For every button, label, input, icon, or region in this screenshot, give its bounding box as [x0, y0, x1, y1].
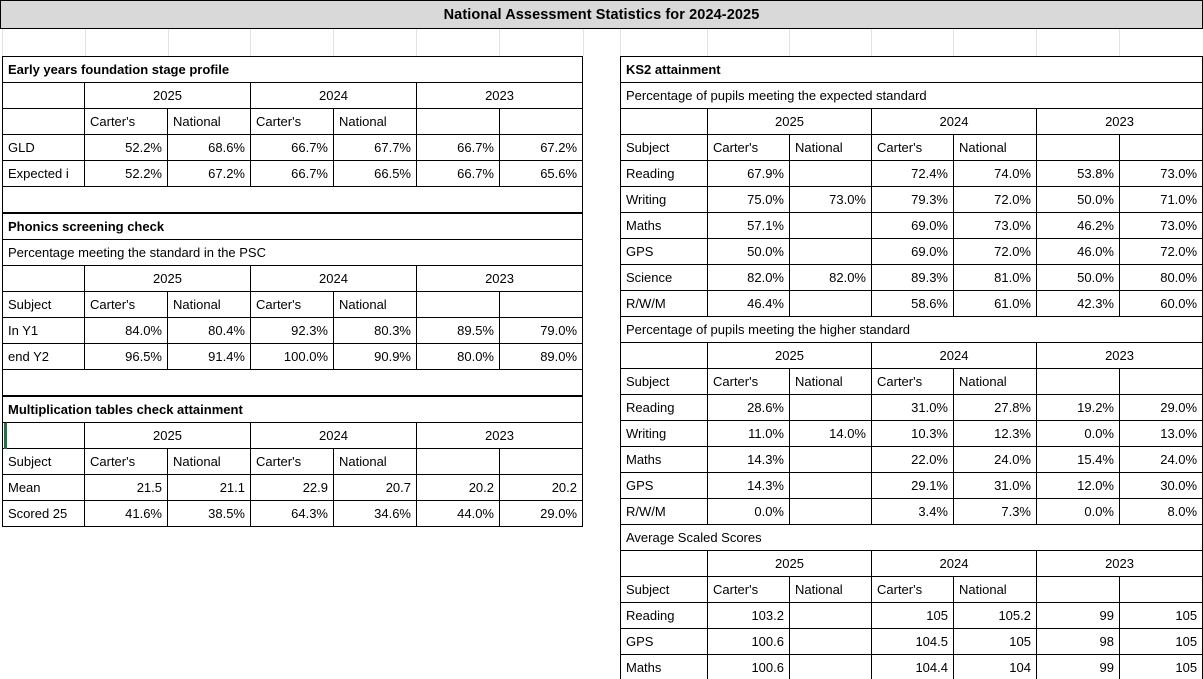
data-cell: 73.0%	[1120, 161, 1203, 187]
row-label: Science	[621, 265, 708, 291]
data-cell: 105	[954, 629, 1037, 655]
data-cell: 80.0%	[417, 344, 500, 370]
data-cell: 103.2	[708, 603, 790, 629]
table-row	[3, 475, 583, 501]
data-cell: 50.0%	[1037, 187, 1120, 213]
data-cell: 66.7%	[251, 135, 334, 161]
year-header-2025: 2025	[85, 423, 251, 449]
data-cell: 80.0%	[1120, 265, 1203, 291]
data-cell: 104	[954, 655, 1037, 679]
col-header-carters: Carter's	[872, 135, 954, 161]
year-header-2024: 2024	[251, 83, 417, 109]
data-cell: 10.3%	[872, 421, 954, 447]
col-header-carters: Carter's	[85, 292, 168, 318]
data-cell: 52.2%	[85, 161, 168, 187]
data-cell	[790, 213, 872, 239]
data-cell: 3.4%	[872, 499, 954, 525]
table-row	[3, 292, 583, 318]
data-cell: 29.0%	[500, 501, 583, 527]
data-cell: 92.3%	[251, 318, 334, 344]
year-header-2023: 2023	[417, 423, 583, 449]
data-cell: 66.7%	[251, 161, 334, 187]
empty-cell	[500, 449, 583, 475]
data-cell: 104.4	[872, 655, 954, 679]
year-header-2024: 2024	[872, 109, 1037, 135]
empty-cell	[1037, 369, 1120, 395]
col-header-national: National	[334, 292, 417, 318]
table-row	[3, 109, 583, 135]
table-row	[621, 525, 1203, 551]
col-header-carters: Carter's	[708, 577, 790, 603]
data-cell: 57.1%	[708, 213, 790, 239]
row-label: In Y1	[3, 318, 85, 344]
spacer-cell	[3, 187, 583, 213]
row-label: Reading	[621, 395, 708, 421]
data-cell: 67.2%	[168, 161, 251, 187]
data-cell: 104.5	[872, 629, 954, 655]
left-column	[2, 56, 582, 527]
table-ks2	[620, 56, 1203, 679]
empty-cell	[1037, 577, 1120, 603]
table-row	[621, 421, 1203, 447]
data-cell: 21.5	[85, 475, 168, 501]
table-row	[621, 551, 1203, 577]
data-cell: 79.3%	[872, 187, 954, 213]
col-header-carters: Carter's	[708, 135, 790, 161]
col-header-national: National	[334, 109, 417, 135]
col-header-carters: Carter's	[708, 369, 790, 395]
eyfs-heading: Early years foundation stage profile	[3, 57, 583, 83]
data-cell	[790, 473, 872, 499]
row-label: Reading	[621, 603, 708, 629]
document-title-bar	[0, 0, 1203, 29]
ks2-heading: KS2 attainment	[621, 57, 1203, 83]
data-cell: 71.0%	[1120, 187, 1203, 213]
data-cell: 0.0%	[708, 499, 790, 525]
empty-cell	[417, 109, 500, 135]
row-label: GPS	[621, 629, 708, 655]
empty-cell	[1037, 135, 1120, 161]
data-cell	[790, 447, 872, 473]
ks2-scaled-subheading: Average Scaled Scores	[621, 525, 1203, 551]
data-cell: 105	[1120, 629, 1203, 655]
data-cell: 14.3%	[708, 447, 790, 473]
data-cell: 31.0%	[954, 473, 1037, 499]
table-row	[3, 318, 583, 344]
spacer-row	[3, 370, 583, 396]
year-header-2023: 2023	[1037, 551, 1203, 577]
data-cell: 19.2%	[1037, 395, 1120, 421]
data-cell: 67.2%	[500, 135, 583, 161]
data-cell: 72.0%	[954, 187, 1037, 213]
table-row	[3, 266, 583, 292]
row-label: Maths	[621, 655, 708, 679]
empty-cell	[500, 109, 583, 135]
page-title: National Assessment Statistics for 2024-2025	[443, 6, 760, 23]
data-cell: 41.6%	[85, 501, 168, 527]
phonics-subheading: Percentage meeting the standard in the PSC	[3, 240, 583, 266]
row-label: R/W/M	[621, 291, 708, 317]
data-cell: 64.3%	[251, 501, 334, 527]
col-header-national: National	[790, 577, 872, 603]
data-cell: 50.0%	[1037, 265, 1120, 291]
data-cell: 96.5%	[85, 344, 168, 370]
table-row	[3, 449, 583, 475]
table-row	[621, 187, 1203, 213]
table-row	[621, 369, 1203, 395]
data-cell: 30.0%	[1120, 473, 1203, 499]
ks2-expected-subheading: Percentage of pupils meeting the expected standard	[621, 83, 1203, 109]
data-cell: 29.1%	[872, 473, 954, 499]
data-cell: 13.0%	[1120, 421, 1203, 447]
col-header-carters: Carter's	[85, 449, 168, 475]
empty-cell	[417, 449, 500, 475]
data-cell: 0.0%	[1037, 499, 1120, 525]
data-cell: 90.9%	[334, 344, 417, 370]
table-phonics	[2, 213, 583, 396]
empty-cell	[3, 266, 85, 292]
empty-cell	[3, 423, 85, 449]
empty-cell	[3, 83, 85, 109]
empty-cell	[1120, 369, 1203, 395]
table-row	[621, 629, 1203, 655]
data-cell: 46.0%	[1037, 239, 1120, 265]
data-cell: 20.2	[500, 475, 583, 501]
row-label: Maths	[621, 447, 708, 473]
row-label: R/W/M	[621, 499, 708, 525]
data-cell: 69.0%	[872, 213, 954, 239]
right-column	[620, 56, 1202, 679]
mtc-heading: Multiplication tables check attainment	[3, 397, 583, 423]
table-row	[621, 343, 1203, 369]
data-cell: 72.4%	[872, 161, 954, 187]
data-cell: 21.1	[168, 475, 251, 501]
data-cell	[790, 499, 872, 525]
col-header-carters: Carter's	[251, 449, 334, 475]
empty-cell	[3, 109, 85, 135]
data-cell: 82.0%	[790, 265, 872, 291]
table-row	[3, 161, 583, 187]
table-row	[621, 473, 1203, 499]
table-row	[621, 83, 1203, 109]
col-header-subject: Subject	[621, 577, 708, 603]
data-cell: 100.6	[708, 655, 790, 679]
row-label: GPS	[621, 473, 708, 499]
row-label: GPS	[621, 239, 708, 265]
empty-cell	[621, 343, 708, 369]
data-cell: 12.3%	[954, 421, 1037, 447]
data-cell: 73.0%	[1120, 213, 1203, 239]
year-header-2025: 2025	[85, 266, 251, 292]
year-header-2025: 2025	[708, 551, 872, 577]
data-cell: 81.0%	[954, 265, 1037, 291]
data-cell: 68.6%	[168, 135, 251, 161]
table-row	[621, 135, 1203, 161]
table-row	[621, 57, 1203, 83]
col-header-national: National	[790, 369, 872, 395]
table-row	[621, 603, 1203, 629]
data-cell: 89.5%	[417, 318, 500, 344]
data-cell: 75.0%	[708, 187, 790, 213]
col-header-national: National	[334, 449, 417, 475]
data-cell: 28.6%	[708, 395, 790, 421]
table-row	[621, 317, 1203, 343]
data-cell: 27.8%	[954, 395, 1037, 421]
spacer-row	[3, 187, 583, 213]
data-cell: 24.0%	[1120, 447, 1203, 473]
data-cell: 14.0%	[790, 421, 872, 447]
data-cell: 105	[1120, 655, 1203, 679]
row-label: Writing	[621, 187, 708, 213]
year-header-2023: 2023	[417, 83, 583, 109]
data-cell: 72.0%	[1120, 239, 1203, 265]
column-divider	[584, 29, 585, 679]
data-cell: 7.3%	[954, 499, 1037, 525]
data-cell	[790, 395, 872, 421]
table-row	[621, 161, 1203, 187]
data-cell: 42.3%	[1037, 291, 1120, 317]
data-cell	[790, 629, 872, 655]
data-cell: 73.0%	[790, 187, 872, 213]
year-header-2023: 2023	[417, 266, 583, 292]
col-header-carters: Carter's	[251, 109, 334, 135]
col-header-carters: Carter's	[85, 109, 168, 135]
data-cell: 99	[1037, 655, 1120, 679]
table-row	[621, 447, 1203, 473]
data-cell: 15.4%	[1037, 447, 1120, 473]
phonics-heading: Phonics screening check	[3, 214, 583, 240]
table-row	[3, 135, 583, 161]
col-header-national: National	[168, 109, 251, 135]
data-cell	[790, 239, 872, 265]
data-cell: 60.0%	[1120, 291, 1203, 317]
data-cell	[790, 603, 872, 629]
empty-cell	[500, 292, 583, 318]
col-header-national: National	[954, 135, 1037, 161]
data-cell: 14.3%	[708, 473, 790, 499]
data-cell: 80.4%	[168, 318, 251, 344]
col-header-national: National	[954, 577, 1037, 603]
data-cell: 69.0%	[872, 239, 954, 265]
table-row	[621, 291, 1203, 317]
year-header-2024: 2024	[251, 266, 417, 292]
empty-cell	[1120, 577, 1203, 603]
data-cell: 50.0%	[708, 239, 790, 265]
table-row	[621, 577, 1203, 603]
table-eyfs	[2, 56, 583, 213]
col-header-subject: Subject	[3, 292, 85, 318]
data-cell: 79.0%	[500, 318, 583, 344]
col-header-national: National	[790, 135, 872, 161]
data-cell: 22.0%	[872, 447, 954, 473]
data-cell: 100.0%	[251, 344, 334, 370]
data-cell: 66.7%	[417, 161, 500, 187]
ks2-higher-subheading: Percentage of pupils meeting the higher standard	[621, 317, 1203, 343]
table-row	[621, 395, 1203, 421]
data-cell: 22.9	[251, 475, 334, 501]
col-header-carters: Carter's	[251, 292, 334, 318]
year-header-2023: 2023	[1037, 109, 1203, 135]
empty-cell	[417, 292, 500, 318]
data-cell: 38.5%	[168, 501, 251, 527]
table-row	[621, 213, 1203, 239]
year-header-2025: 2025	[708, 343, 872, 369]
data-cell: 105	[872, 603, 954, 629]
data-cell: 0.0%	[1037, 421, 1120, 447]
table-row	[3, 57, 583, 83]
col-header-subject: Subject	[3, 449, 85, 475]
data-cell: 8.0%	[1120, 499, 1203, 525]
data-cell: 84.0%	[85, 318, 168, 344]
row-label: Reading	[621, 161, 708, 187]
col-header-carters: Carter's	[872, 577, 954, 603]
data-cell: 105.2	[954, 603, 1037, 629]
table-row	[3, 397, 583, 423]
data-cell: 24.0%	[954, 447, 1037, 473]
row-label: Expected i	[3, 161, 85, 187]
cell-selection-marker	[4, 423, 7, 449]
data-cell: 46.2%	[1037, 213, 1120, 239]
year-header-2024: 2024	[872, 551, 1037, 577]
data-cell: 105	[1120, 603, 1203, 629]
data-cell	[790, 655, 872, 679]
spacer-cell	[3, 370, 583, 396]
data-cell: 44.0%	[417, 501, 500, 527]
data-cell: 66.7%	[417, 135, 500, 161]
data-cell: 66.5%	[334, 161, 417, 187]
table-row	[3, 344, 583, 370]
table-row	[3, 501, 583, 527]
data-cell: 82.0%	[708, 265, 790, 291]
table-row	[3, 240, 583, 266]
data-cell: 91.4%	[168, 344, 251, 370]
data-cell: 67.7%	[334, 135, 417, 161]
col-header-national: National	[168, 292, 251, 318]
data-cell: 58.6%	[872, 291, 954, 317]
data-cell	[790, 291, 872, 317]
year-header-2025: 2025	[708, 109, 872, 135]
data-cell: 31.0%	[872, 395, 954, 421]
year-header-2024: 2024	[872, 343, 1037, 369]
table-mtc	[2, 396, 583, 527]
empty-cell	[1120, 135, 1203, 161]
row-label: Mean	[3, 475, 85, 501]
year-header-2023: 2023	[1037, 343, 1203, 369]
data-cell: 11.0%	[708, 421, 790, 447]
data-cell: 20.7	[334, 475, 417, 501]
row-label: GLD	[3, 135, 85, 161]
table-row	[621, 499, 1203, 525]
column-tick-marks	[0, 29, 1203, 56]
col-header-carters: Carter's	[872, 369, 954, 395]
data-cell: 89.0%	[500, 344, 583, 370]
table-row	[621, 239, 1203, 265]
data-cell: 67.9%	[708, 161, 790, 187]
year-header-2024: 2024	[251, 423, 417, 449]
table-row	[621, 655, 1203, 679]
data-cell: 80.3%	[334, 318, 417, 344]
data-cell: 72.0%	[954, 239, 1037, 265]
data-cell: 61.0%	[954, 291, 1037, 317]
data-cell: 12.0%	[1037, 473, 1120, 499]
data-cell: 99	[1037, 603, 1120, 629]
data-cell: 52.2%	[85, 135, 168, 161]
data-cell: 29.0%	[1120, 395, 1203, 421]
data-cell: 89.3%	[872, 265, 954, 291]
data-cell: 53.8%	[1037, 161, 1120, 187]
data-cell	[790, 161, 872, 187]
data-cell: 74.0%	[954, 161, 1037, 187]
data-cell: 100.6	[708, 629, 790, 655]
col-header-subject: Subject	[621, 369, 708, 395]
data-cell: 20.2	[417, 475, 500, 501]
table-row	[3, 214, 583, 240]
data-cell: 98	[1037, 629, 1120, 655]
data-cell: 73.0%	[954, 213, 1037, 239]
col-header-subject: Subject	[621, 135, 708, 161]
table-row	[621, 109, 1203, 135]
year-header-2025: 2025	[85, 83, 251, 109]
table-row	[621, 265, 1203, 291]
empty-cell	[621, 109, 708, 135]
row-label: Writing	[621, 421, 708, 447]
col-header-national: National	[168, 449, 251, 475]
data-cell: 65.6%	[500, 161, 583, 187]
row-label: Maths	[621, 213, 708, 239]
table-row	[3, 83, 583, 109]
col-header-national: National	[954, 369, 1037, 395]
data-cell: 46.4%	[708, 291, 790, 317]
row-label: Scored 25	[3, 501, 85, 527]
empty-cell	[621, 551, 708, 577]
data-cell: 34.6%	[334, 501, 417, 527]
table-row	[3, 423, 583, 449]
row-label: end Y2	[3, 344, 85, 370]
